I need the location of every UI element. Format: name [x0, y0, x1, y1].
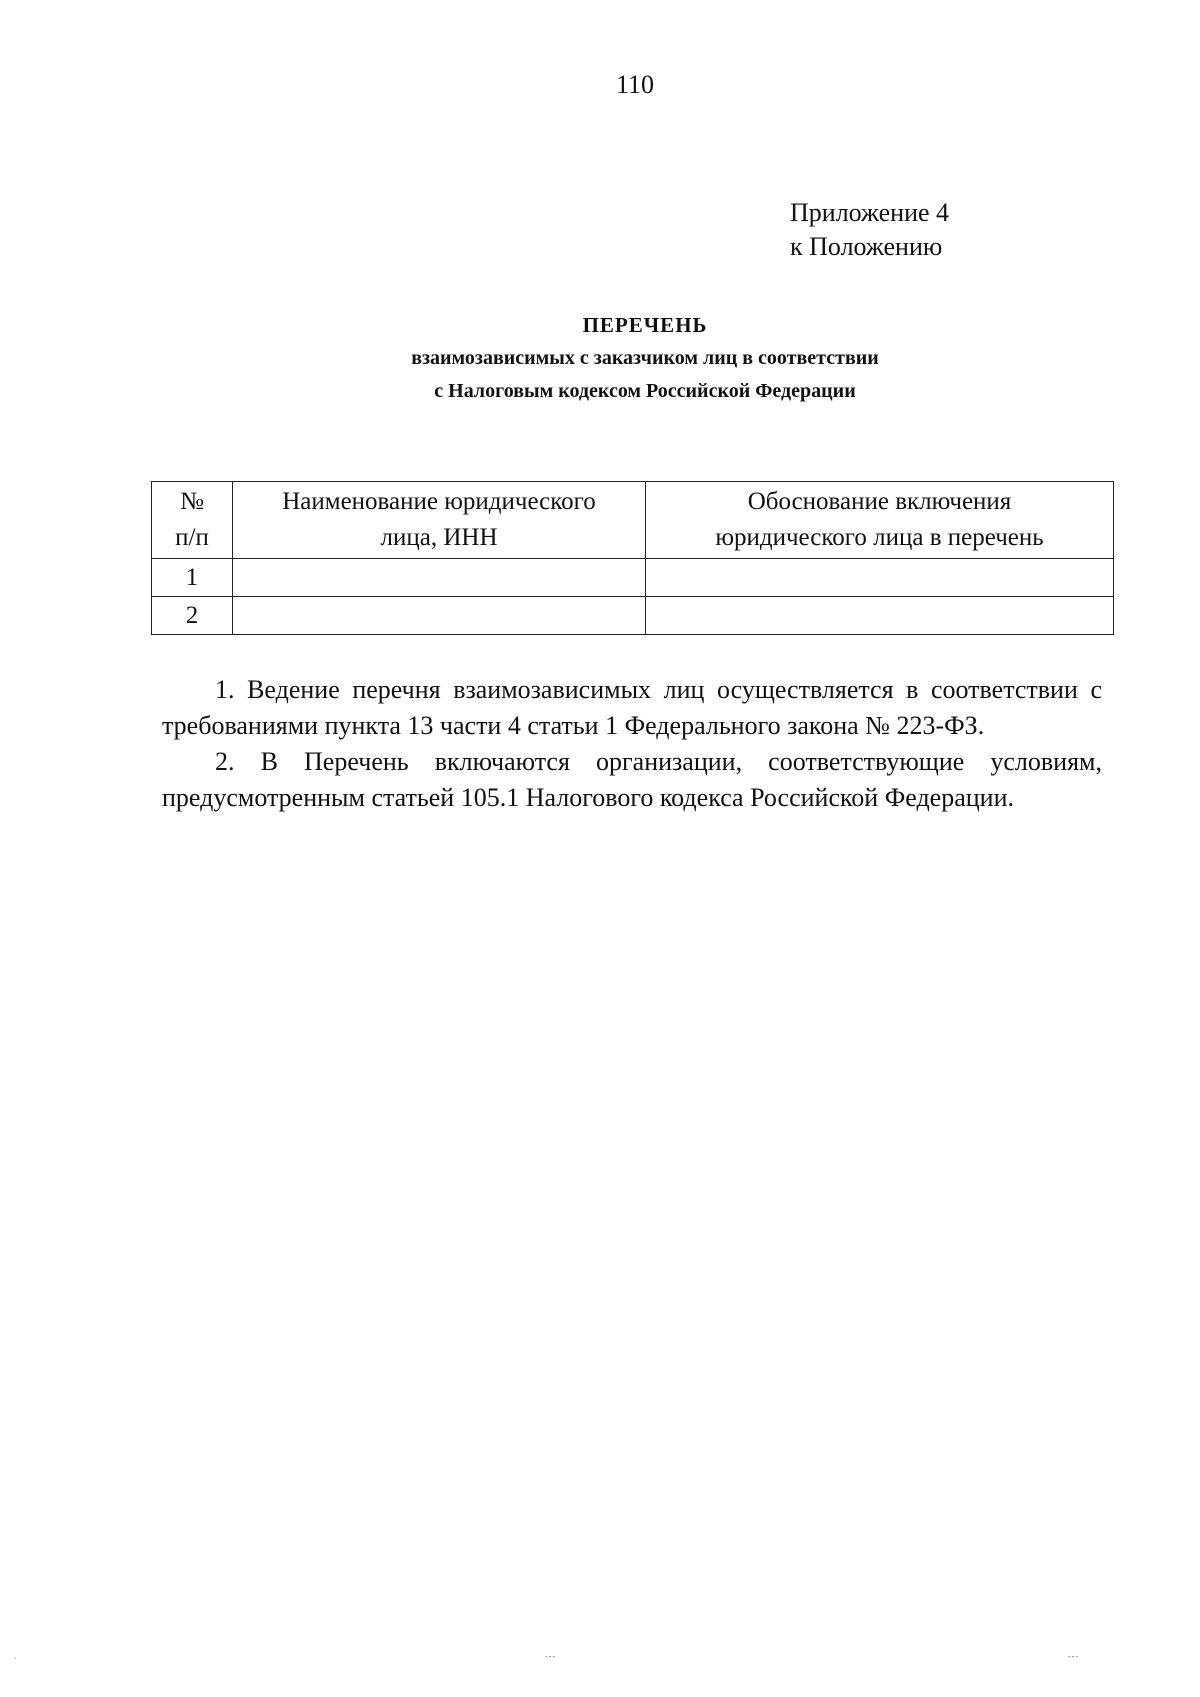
scan-artifact: ‐‐‐ — [1068, 1652, 1079, 1661]
header-num — [152, 482, 233, 559]
document-title — [0, 308, 1200, 408]
row-1-num: 1 — [152, 559, 233, 597]
table-row — [152, 597, 1114, 635]
row-1-reason — [646, 559, 1114, 597]
row-1-name — [233, 559, 646, 597]
row-2-num: 2 — [152, 597, 233, 635]
header-name-line-1: Наименование юридического — [282, 488, 596, 515]
header-reason-line-1: Обоснование включения — [747, 488, 1012, 515]
note-1: 1. Ведение перечня взаимозависимых лиц осуществляется в соответствии с требованиями пункта 13 части 4 статьи 1 Федерального закона № 223-ФЗ. — [162, 675, 1102, 740]
table-row — [152, 559, 1114, 597]
table-header-row — [152, 482, 1114, 559]
header-name — [233, 482, 646, 559]
scan-artifact: · — [14, 1654, 18, 1663]
row-2-name — [233, 597, 646, 635]
note-2: 2. В Перечень включаются организации, соответствующие условиям, предусмотренным статьей 105.1 Налогового кодекса Российской Федерации. — [162, 747, 1102, 812]
title-subtitle-2: с Налоговым кодексом Российской Федерации — [434, 380, 856, 402]
appendix-line-2: к Положению — [790, 232, 943, 261]
header-reason-line-2: юридического лица в перечень — [715, 524, 1044, 551]
title-main: ПЕРЕЧЕНЬ — [582, 313, 708, 337]
header-num-line-2: п/п — [175, 524, 209, 551]
header-num-line-1: № — [180, 488, 204, 515]
scan-artifact: ‐‐‐ — [545, 1652, 556, 1661]
header-name-line-2: лица, ИНН — [380, 524, 498, 551]
header-reason — [646, 482, 1114, 559]
appendix-line-1: Приложение 4 — [790, 198, 950, 227]
title-subtitle-1: взаимозависимых с заказчиком лиц в соответствии — [411, 347, 879, 369]
appendix-label — [790, 196, 949, 264]
row-2-reason — [646, 597, 1114, 635]
notes-section — [162, 672, 1102, 816]
registry-table — [151, 481, 1114, 635]
page-number: 110 — [615, 70, 655, 99]
